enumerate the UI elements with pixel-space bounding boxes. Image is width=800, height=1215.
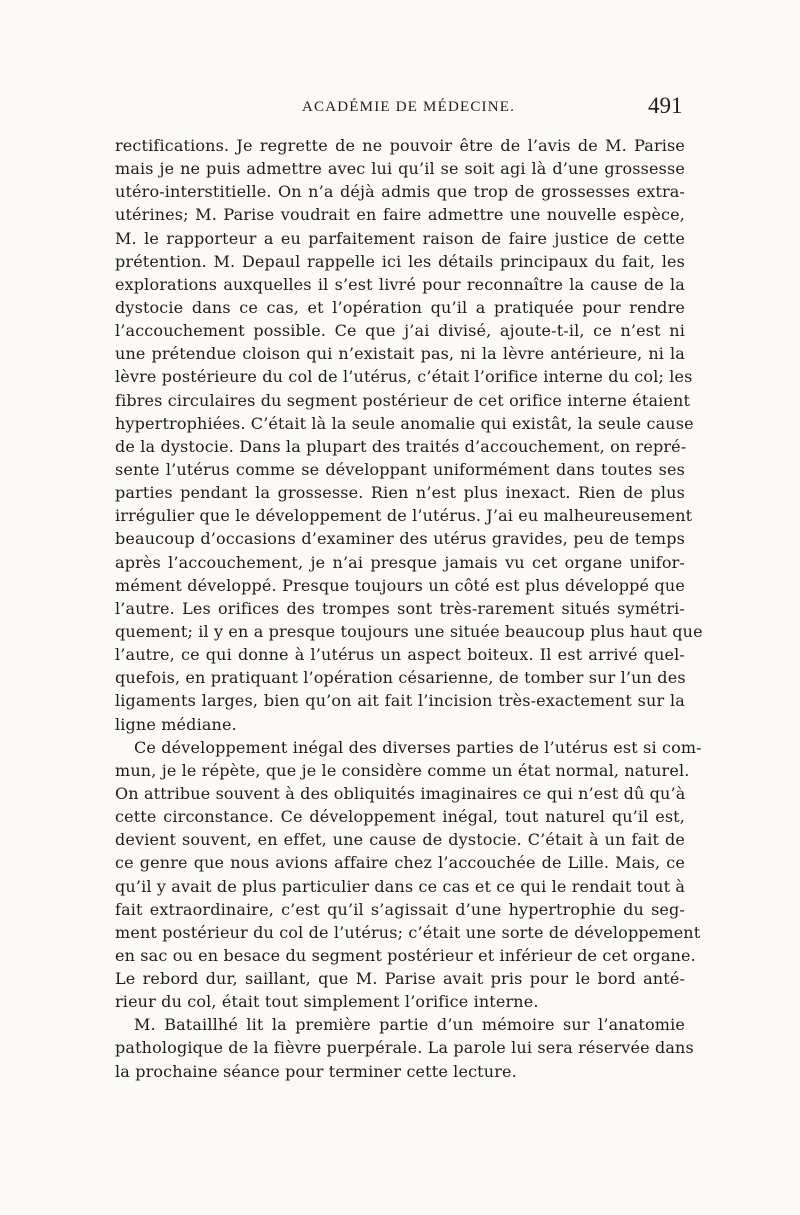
text-line: lèvre postérieure du col de l’utérus, c’était l’orifice interne du col; les [115,367,693,387]
text-line: Ce développement inégal des diverses parties de l’utérus est si com- [134,737,702,757]
text-line: Le rebord dur, saillant, que M. Parise avait pris pour le bord anté- [115,969,685,989]
text-line: en sac ou en besace du segment postérieur et inférieur de cet organe. [115,945,696,965]
text-line: ligne médiane. [115,714,237,734]
text-line: une prétendue cloison qui n’existait pas, ni la lèvre antérieure, ni la [115,344,685,364]
text-line: l’autre, ce qui donne à l’utérus un aspect boiteux. Il est arrivé quel- [115,645,685,665]
text-line: l’autre. Les orifices des trompes sont très-rarement situés symétri- [115,598,685,618]
text-line: fibres circulaires du segment postérieur de cet orifice interne étaient [115,390,691,410]
text-line: explorations auxquelles il s’est livré pour reconnaître la cause de la [115,274,685,294]
text-line: prétention. M. Depaul rappelle ici les détails principaux du fait, les [115,251,685,271]
text-line: mément développé. Presque toujours un côté est plus développé que [115,575,685,595]
text-line: de la dystocie. Dans la plupart des traités d’accouchement, on repré- [115,436,687,456]
text-line: cette circonstance. Ce développement inégal, tout naturel qu’il est, [115,807,685,827]
body-text [115,134,703,1083]
text-line: ce genre que nous avions affaire chez l’accouchée de Lille. Mais, ce [115,853,685,873]
text-line: fait extraordinaire, c’est qu’il s’agissait d’une hypertrophie du seg- [115,899,685,919]
text-line: mais je ne puis admettre avec lui qu’il se soit agi là d’une grossesse [115,159,685,179]
page-header [0,0,800,130]
text-line: après l’accouchement, je n’ai presque jamais vu cet organe unifor- [115,552,685,572]
text-line: M. Bataillhé lit la première partie d’un mémoire sur l’anatomie [134,1015,685,1035]
text-line: ment postérieur du col de l’utérus; c’était une sorte de développement [115,922,701,942]
text-line: beaucoup d’occasions d’examiner des utérus gravides, peu de temps [115,529,685,549]
text-line: On attribue souvent à des obliquités imaginaires ce qui n’est dû qu’à [115,783,686,803]
text-line: hypertrophiées. C’était là la seule anomalie qui existât, la seule cause [115,413,694,433]
text-line: mun, je le répète, que je le considère comme un état normal, naturel. [115,760,690,780]
text-line: qu’il y avait de plus particulier dans ce cas et ce qui le rendait tout à [115,876,686,896]
text-line: l’accouchement possible. Ce que j’ai divisé, ajoute-t-il, ce n’est ni [115,321,685,341]
text-line: quefois, en pratiquant l’opération césarienne, de tomber sur l’un des [115,668,686,688]
text-line: parties pendant la grossesse. Rien n’est plus inexact. Rien de plus [115,483,685,503]
text-line: utéro-interstitielle. On n’a déjà admis que trop de grossesses extra- [115,182,685,202]
text-line: dystocie dans ce cas, et l’opération qu’il a pratiquée pour rendre [115,297,685,317]
running-head: ACADÉMIE DE MÉDECINE. [302,99,516,115]
text-line: sente l’utérus comme se développant uniformément dans toutes ses [115,459,685,479]
text-line: rieur du col, était tout simplement l’orifice interne. [115,992,539,1012]
text-line: M. le rapporteur a eu parfaitement raison de faire justice de cette [115,228,685,248]
text-line: pathologique de la fièvre puerpérale. La parole lui sera réservée dans [115,1038,694,1058]
text-line: devient souvent, en effet, une cause de dystocie. C’était à un fait de [115,830,685,850]
text-line: rectifications. Je regrette de ne pouvoir être de l’avis de M. Parise [115,136,685,155]
text-line: ligaments larges, bien qu’on ait fait l’incision très-exactement sur la [115,691,685,711]
text-line: irrégulier que le développement de l’utérus. J’ai eu malheureusement [115,506,693,526]
page-number: 491 [648,93,683,118]
text-line: la prochaine séance pour terminer cette lecture. [115,1061,517,1081]
text-line: quement; il y en a presque toujours une située beaucoup plus haut que [115,621,703,641]
text-line: utérines; M. Parise voudrait en faire admettre une nouvelle espèce, [115,205,685,225]
